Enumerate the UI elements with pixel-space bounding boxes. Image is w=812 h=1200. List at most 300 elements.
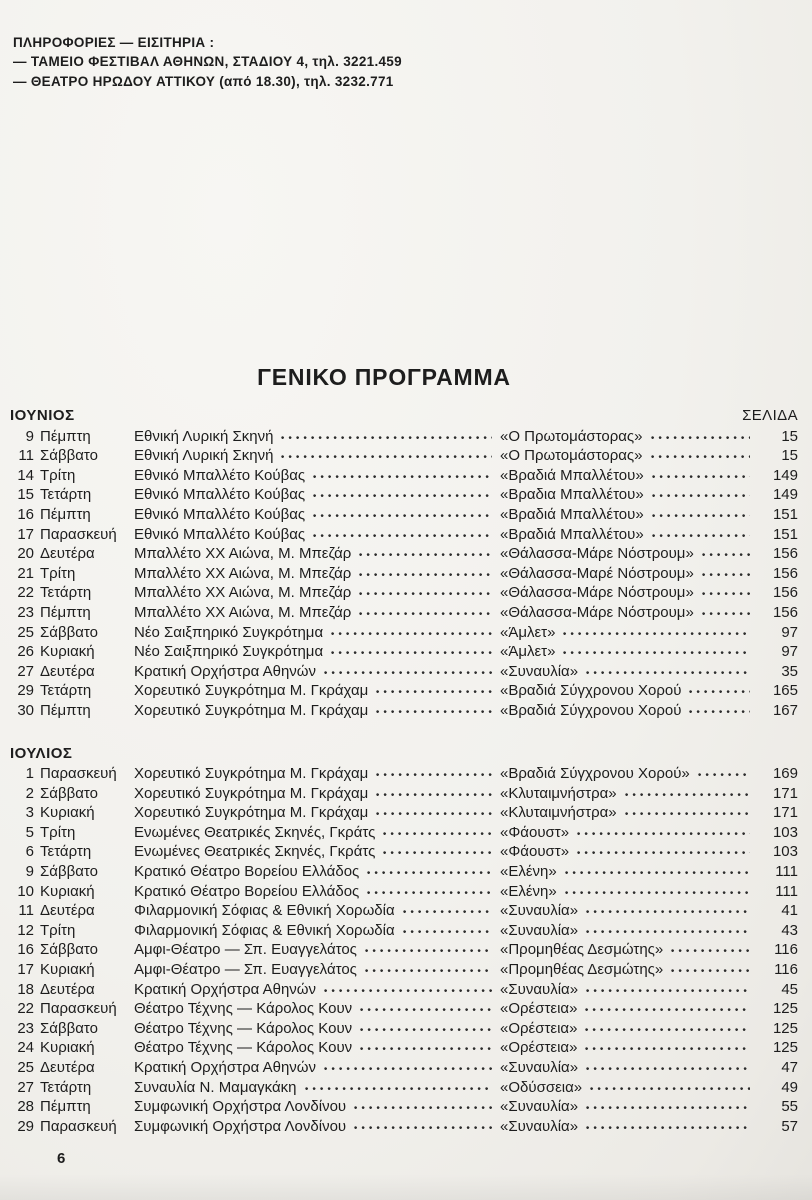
leader-dots <box>671 949 750 953</box>
event-day: 11 <box>18 902 34 920</box>
event-title: «Συναυλία» <box>500 662 579 680</box>
event-title: «Θάλασσα-Μάρε Νόστρουμ» <box>500 545 694 563</box>
title-cell <box>500 662 758 682</box>
info-block <box>13 33 402 91</box>
leader-dots <box>652 494 750 498</box>
event-weekday: Δευτέρα <box>40 980 95 998</box>
leader-dots <box>702 553 750 557</box>
event-title: «Συναυλία» <box>500 1098 579 1116</box>
event-page: 49 <box>781 1078 798 1096</box>
program-row <box>10 882 798 902</box>
venue-cell <box>134 803 500 823</box>
leader-dots <box>671 969 750 973</box>
event-weekday: Τετάρτη <box>40 486 92 504</box>
title-cell <box>500 505 758 525</box>
program-row <box>10 681 798 701</box>
event-title: «Συναυλία» <box>500 921 579 939</box>
event-day: 25 <box>17 1059 34 1076</box>
leader-dots <box>324 989 492 993</box>
event-weekday: Σάββατο <box>40 941 98 959</box>
leader-dots <box>331 651 492 655</box>
program-table <box>10 406 798 1136</box>
event-weekday: Τετάρτη <box>40 584 92 602</box>
leader-dots <box>359 573 492 577</box>
leader-dots <box>365 949 492 953</box>
leader-dots <box>565 891 750 895</box>
info-line-theatre: — ΘΕΑΤΡΟ ΗΡΩΔΟΥ ΑΤΤΙΚΟΥ (από 18.30), τηλ. 3232.771 <box>13 73 394 89</box>
event-title: «Ο Πρωτομάστορας» <box>500 447 643 465</box>
section-header <box>10 406 798 426</box>
program-row <box>10 485 798 505</box>
program-row <box>10 505 798 525</box>
event-day: 23 <box>17 1019 34 1037</box>
event-venue: Εθνική Λυρική Σκηνή <box>134 447 274 465</box>
event-weekday: Κυριακή <box>40 804 95 822</box>
info-heading: ΠΛΗΡΟΦΟΡΙΕΣ — ΕΙΣΙΤΗΡΙΑ : <box>13 35 215 50</box>
event-page: 45 <box>781 980 798 998</box>
leader-dots <box>698 773 750 777</box>
event-page: 41 <box>781 902 798 920</box>
venue-cell <box>134 1097 500 1117</box>
event-venue: Κρατική Ορχήστρα Αθηνών <box>134 662 317 680</box>
event-page: 103 <box>772 843 798 861</box>
event-venue: Νέο Σαιξπηρικό Συγκρότημα <box>134 623 324 641</box>
event-page: 156 <box>772 603 798 621</box>
leader-dots <box>360 1008 492 1012</box>
event-venue: Κρατική Ορχήστρα Αθηνών <box>134 980 317 998</box>
leader-dots <box>376 690 492 694</box>
event-day: 23 <box>17 603 34 621</box>
program-row <box>10 921 798 941</box>
event-weekday: Σάββατο <box>40 623 98 641</box>
event-page: 15 <box>781 447 798 465</box>
event-day: 30 <box>17 701 34 719</box>
leader-dots <box>689 690 750 694</box>
venue-cell <box>134 446 500 466</box>
leader-dots <box>702 573 750 577</box>
event-venue: Χορευτικό Συγκρότημα Μ. Γκράχαμ <box>134 784 369 802</box>
event-title: «Βραδιά Σύγχρονου Χορού <box>500 701 682 719</box>
title-cell <box>500 642 758 662</box>
venue-cell <box>134 525 500 545</box>
event-day: 25 <box>17 623 34 641</box>
title-cell <box>500 623 758 643</box>
title-cell <box>500 427 758 447</box>
event-weekday: Τετάρτη <box>40 1078 92 1096</box>
event-title: «Θάλασσα-Μάρε Νόστρουμ» <box>500 603 694 621</box>
event-page: 57 <box>781 1117 798 1135</box>
event-venue: Αμφι-Θέατρο — Σπ. Ευαγγελάτος <box>134 941 357 959</box>
venue-cell <box>134 921 500 941</box>
event-page: 97 <box>781 623 798 641</box>
venue-cell <box>134 623 500 643</box>
title-cell <box>500 1117 758 1137</box>
event-day: 6 <box>25 843 34 861</box>
event-weekday: Σάββατο <box>40 1019 98 1037</box>
leader-dots <box>586 671 750 675</box>
event-title: «Προμηθέας Δεσμώτης» <box>500 941 664 959</box>
venue-cell <box>134 842 500 862</box>
program-row <box>10 603 798 623</box>
event-page: 167 <box>772 701 798 719</box>
event-title: «Ορέστεια» <box>500 1000 578 1018</box>
event-title: «Βραδιά Σύγχρονου Χορού <box>500 682 682 700</box>
event-page: 116 <box>774 961 798 979</box>
event-weekday: Σάββατο <box>40 863 98 881</box>
event-venue: Θέατρο Τέχνης — Κάρολος Κουν <box>134 1000 353 1018</box>
event-venue: Κρατικό Θέατρο Βορείου Ελλάδος <box>134 863 360 881</box>
venue-cell <box>134 662 500 682</box>
event-weekday: Τετάρτη <box>40 843 92 861</box>
event-day: 27 <box>17 1078 34 1096</box>
leader-dots <box>331 632 492 636</box>
event-title: «Βραδια Μπαλλέτου» <box>500 486 644 504</box>
event-weekday: Δευτέρα <box>40 902 95 920</box>
folio-page-number: 6 <box>57 1150 66 1167</box>
title-cell <box>500 1078 758 1098</box>
title-cell <box>500 701 758 721</box>
event-page: 149 <box>772 486 798 504</box>
event-weekday: Σάββατο <box>40 447 98 465</box>
leader-dots <box>383 832 492 836</box>
program-row <box>10 623 798 643</box>
event-venue: Κρατικό Θέατρο Βορείου Ελλάδος <box>134 882 360 900</box>
leader-dots <box>324 671 492 675</box>
title-cell <box>500 823 758 843</box>
event-day: 3 <box>25 804 34 822</box>
event-day: 22 <box>17 1000 34 1018</box>
event-venue: Χορευτικό Συγκρότημα Μ. Γκράχαμ <box>134 682 369 700</box>
program-row <box>10 901 798 921</box>
event-weekday: Τετάρτη <box>40 682 92 700</box>
title-cell <box>500 1058 758 1078</box>
leader-dots <box>586 1126 750 1130</box>
leader-dots <box>585 1047 750 1051</box>
event-day: 9 <box>25 863 34 881</box>
program-row <box>10 980 798 1000</box>
program-row <box>10 1019 798 1039</box>
leader-dots <box>565 871 750 875</box>
event-venue: Θέατρο Τέχνης — Κάρολος Κουν <box>134 1019 353 1037</box>
event-title: «Φάουστ» <box>500 843 570 861</box>
venue-cell <box>134 882 500 902</box>
event-title: «Άμλετ» <box>500 623 556 641</box>
leader-dots <box>689 710 750 714</box>
leader-dots <box>367 891 492 895</box>
event-venue: Φιλαρμονική Σόφιας & Εθνική Χορωδία <box>134 902 395 920</box>
program-row <box>10 701 798 721</box>
title-cell <box>500 882 758 902</box>
event-day: 18 <box>17 980 34 998</box>
title-cell <box>500 803 758 823</box>
event-page: 171 <box>772 804 798 822</box>
venue-cell <box>134 427 500 447</box>
event-day: 10 <box>17 882 34 900</box>
event-title: «Ορέστεια» <box>500 1039 578 1057</box>
event-title: «Φάουστ» <box>500 823 570 841</box>
title-cell <box>500 1097 758 1117</box>
program-row <box>10 999 798 1019</box>
event-venue: Ενωμένες Θεατρικές Σκηνές, Γκράτς <box>134 823 376 841</box>
event-venue: Συμφωνική Ορχήστρα Λονδίνου <box>134 1098 347 1116</box>
event-title: «Συναυλία» <box>500 1117 579 1135</box>
section-header <box>10 744 798 764</box>
event-title: «Προμηθέας Δεσμώτης» <box>500 961 664 979</box>
venue-cell <box>134 466 500 486</box>
event-venue: Εθνικό Μπαλλέτο Κούβας <box>134 525 306 543</box>
program-row <box>10 1117 798 1137</box>
leader-dots <box>586 910 750 914</box>
program-row <box>10 1058 798 1078</box>
venue-cell <box>134 784 500 804</box>
venue-cell <box>134 1078 500 1098</box>
event-title: «Ο Πρωτομάστορας» <box>500 427 643 445</box>
event-title: «Συναυλία» <box>500 1059 579 1076</box>
event-page: 125 <box>772 1039 798 1057</box>
leader-dots <box>360 1047 492 1051</box>
event-page: 15 <box>781 427 798 445</box>
event-day: 20 <box>17 545 34 563</box>
event-weekday: Κυριακή <box>40 882 95 900</box>
venue-cell <box>134 1117 500 1137</box>
leader-dots <box>360 1028 492 1032</box>
program-section <box>10 406 798 721</box>
leader-dots <box>563 651 750 655</box>
leader-dots <box>702 612 750 616</box>
venue-cell <box>134 764 500 784</box>
title-cell <box>500 921 758 941</box>
event-title: «Συναυλία» <box>500 902 579 920</box>
title-cell <box>500 446 758 466</box>
leader-dots <box>651 436 751 440</box>
event-venue: Συναυλία Ν. Μαμαγκάκη <box>134 1078 297 1096</box>
event-venue: Χορευτικό Συγκρότημα Μ. Γκράχαμ <box>134 701 369 719</box>
event-title: «Ελένη» <box>500 882 557 900</box>
event-title: «Κλυταιμνήστρα» <box>500 784 617 802</box>
event-weekday: Τρίτη <box>40 823 76 841</box>
event-page: 171 <box>772 784 798 802</box>
event-weekday: Πέμπτη <box>40 427 91 445</box>
leader-dots <box>376 773 492 777</box>
program-row <box>10 784 798 804</box>
event-title: «Ελένη» <box>500 863 557 881</box>
event-title: «Ορέστεια» <box>500 1019 578 1037</box>
title-cell <box>500 583 758 603</box>
program-row <box>10 564 798 584</box>
leader-dots <box>354 1106 492 1110</box>
event-venue: Μπαλλέτο ΧΧ Αιώνα, Μ. Μπεζάρ <box>134 564 352 582</box>
event-weekday: Παρασκευή <box>40 765 117 783</box>
title-cell <box>500 603 758 623</box>
event-page: 165 <box>772 682 798 700</box>
event-day: 17 <box>17 525 34 543</box>
leader-dots <box>652 514 750 518</box>
title-cell <box>500 544 758 564</box>
leader-dots <box>365 969 492 973</box>
program-row <box>10 803 798 823</box>
event-title: «Συναυλία» <box>500 980 579 998</box>
event-weekday: Τρίτη <box>40 564 76 582</box>
leader-dots <box>625 812 750 816</box>
leader-dots <box>313 475 492 479</box>
venue-cell <box>134 701 500 721</box>
page-title: ΓΕΝΙΚΟ ΠΡΟΓΡΑΜΜΑ <box>257 364 511 390</box>
event-weekday: Παρασκευή <box>40 1000 117 1018</box>
event-weekday: Σάββατο <box>40 784 98 802</box>
leader-dots <box>702 592 750 596</box>
title-cell <box>500 960 758 980</box>
event-weekday: Πέμπτη <box>40 1098 91 1116</box>
event-day: 15 <box>17 486 34 504</box>
venue-cell <box>134 603 500 623</box>
event-day: 12 <box>17 921 34 939</box>
title-cell <box>500 681 758 701</box>
event-weekday: Κυριακή <box>40 1039 95 1057</box>
event-page: 169 <box>772 765 798 783</box>
program-row <box>10 583 798 603</box>
leader-dots <box>585 1028 750 1032</box>
title-cell <box>500 862 758 882</box>
event-day: 16 <box>17 941 34 959</box>
venue-cell <box>134 999 500 1019</box>
event-venue: Εθνική Λυρική Σκηνή <box>134 427 274 445</box>
leader-dots <box>563 632 750 636</box>
program-row <box>10 544 798 564</box>
event-weekday: Τρίτη <box>40 921 76 939</box>
program-row <box>10 427 798 447</box>
event-page: 103 <box>772 823 798 841</box>
event-weekday: Δευτέρα <box>40 545 95 563</box>
venue-cell <box>134 901 500 921</box>
program-row <box>10 764 798 784</box>
title-cell <box>500 842 758 862</box>
program-section <box>10 744 798 1137</box>
event-weekday: Κυριακή <box>40 961 95 979</box>
venue-cell <box>134 642 500 662</box>
event-page: 125 <box>772 1019 798 1037</box>
title-cell <box>500 940 758 960</box>
program-row <box>10 1097 798 1117</box>
event-page: 35 <box>781 662 798 680</box>
event-venue: Μπαλλέτο ΧΧ Αιώνα, Μ. Μπεζάρ <box>134 603 352 621</box>
venue-cell <box>134 960 500 980</box>
title-cell <box>500 980 758 1000</box>
leader-dots <box>577 832 750 836</box>
event-weekday: Κυριακή <box>40 643 95 661</box>
event-weekday: Παρασκευή <box>40 525 117 543</box>
event-weekday: Πέμπτη <box>40 505 91 523</box>
event-day: 21 <box>17 564 34 582</box>
program-row <box>10 960 798 980</box>
event-weekday: Παρασκευή <box>40 1117 117 1135</box>
event-weekday: Πέμπτη <box>40 701 91 719</box>
leader-dots <box>305 1087 492 1091</box>
event-day: 17 <box>17 961 34 979</box>
venue-cell <box>134 681 500 701</box>
event-venue: Θέατρο Τέχνης — Κάρολος Κουν <box>134 1039 353 1057</box>
title-cell <box>500 901 758 921</box>
event-venue: Ενωμένες Θεατρικές Σκηνές, Γκράτς <box>134 843 376 861</box>
month-label: ΙΟΥΝΙΟΣ <box>10 407 75 424</box>
venue-cell <box>134 564 500 584</box>
event-day: 14 <box>17 466 34 484</box>
leader-dots <box>359 592 492 596</box>
scan-shadow <box>0 1174 812 1200</box>
program-row <box>10 1038 798 1058</box>
event-title: «Οδύσσεια» <box>500 1078 583 1096</box>
leader-dots <box>590 1087 750 1091</box>
event-day: 5 <box>25 823 34 841</box>
event-day: 22 <box>17 584 34 602</box>
event-day: 29 <box>17 1117 34 1135</box>
leader-dots <box>313 534 492 538</box>
venue-cell <box>134 1038 500 1058</box>
leader-dots <box>359 612 492 616</box>
event-page: 156 <box>772 564 798 582</box>
page-column-header: ΣΕΛΙΔΑ <box>742 407 798 424</box>
title-cell <box>500 784 758 804</box>
event-title: «Βραδιά Μπαλλέτου» <box>500 505 644 523</box>
title-cell <box>500 764 758 784</box>
title-cell <box>500 999 758 1019</box>
event-venue: Μπαλλέτο ΧΧ Αιώνα, Μ. Μπεζάρ <box>134 545 352 563</box>
venue-cell <box>134 485 500 505</box>
event-day: 29 <box>17 682 34 700</box>
event-venue: Φιλαρμονική Σόφιας & Εθνική Χορωδία <box>134 921 395 939</box>
leader-dots <box>586 930 750 934</box>
event-page: 156 <box>772 584 798 602</box>
leader-dots <box>625 793 750 797</box>
event-page: 43 <box>781 921 798 939</box>
leader-dots <box>586 1067 750 1071</box>
event-venue: Συμφωνική Ορχήστρα Λονδίνου <box>134 1117 347 1135</box>
leader-dots <box>586 1106 750 1110</box>
leader-dots <box>376 793 492 797</box>
venue-cell <box>134 823 500 843</box>
event-day: 9 <box>25 427 34 445</box>
event-page: 55 <box>781 1098 798 1116</box>
event-day: 2 <box>25 784 34 802</box>
leader-dots <box>367 871 492 875</box>
event-page: 151 <box>772 525 798 543</box>
event-day: 28 <box>17 1098 34 1116</box>
leader-dots <box>577 851 750 855</box>
event-page: 111 <box>775 863 798 881</box>
event-weekday: Πέμπτη <box>40 603 91 621</box>
program-row <box>10 823 798 843</box>
event-page: 97 <box>781 643 798 661</box>
program-row <box>10 1078 798 1098</box>
event-title: «Άμλετ» <box>500 643 556 661</box>
event-day: 11 <box>18 447 34 465</box>
event-page: 116 <box>774 941 798 959</box>
event-page: 111 <box>775 882 798 900</box>
program-row <box>10 662 798 682</box>
venue-cell <box>134 940 500 960</box>
event-weekday: Τρίτη <box>40 466 76 484</box>
event-title: «Βραδιά Σύγχρονου Χορού» <box>500 765 690 783</box>
venue-cell <box>134 1019 500 1039</box>
event-page: 156 <box>772 545 798 563</box>
leader-dots <box>281 455 492 459</box>
leader-dots <box>586 989 750 993</box>
title-cell <box>500 525 758 545</box>
event-day: 1 <box>25 765 34 783</box>
event-page: 47 <box>781 1059 798 1076</box>
title-cell <box>500 485 758 505</box>
leader-dots <box>652 475 750 479</box>
event-day: 16 <box>17 505 34 523</box>
